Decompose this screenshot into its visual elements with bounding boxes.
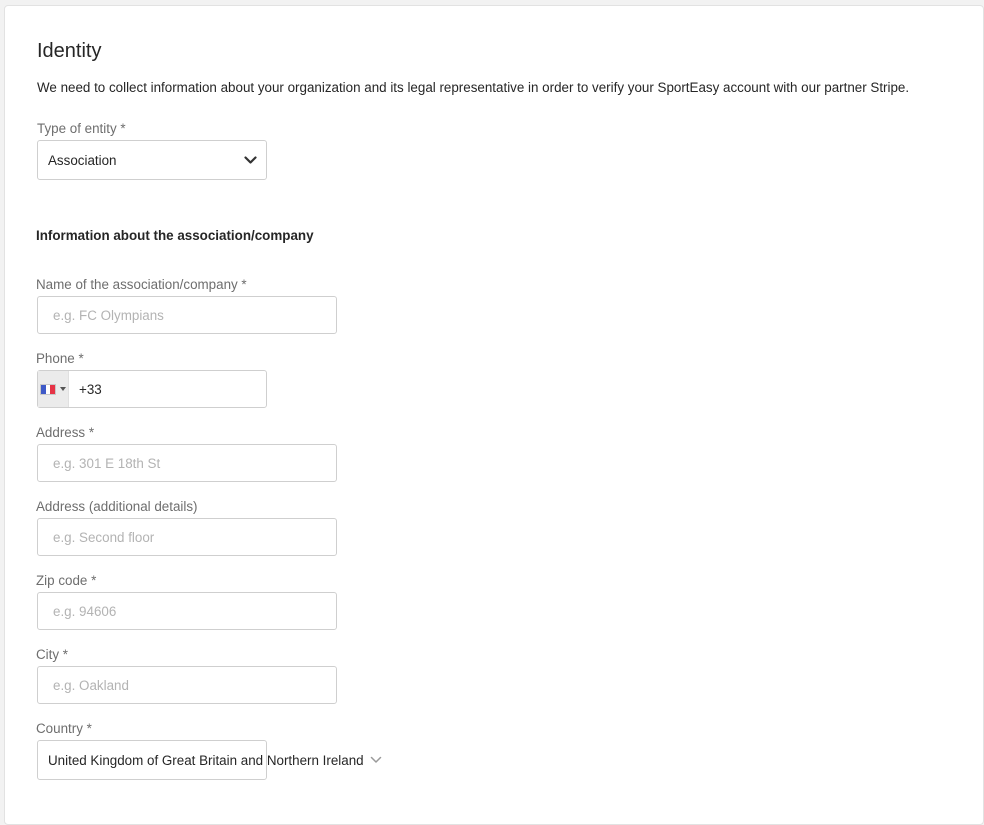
france-flag-icon <box>40 384 56 395</box>
entity-type-select[interactable] <box>37 140 267 180</box>
page-title: Identity <box>37 40 102 62</box>
city-label: City * <box>36 647 68 662</box>
country-select[interactable] <box>37 740 364 780</box>
address-details-input[interactable] <box>37 518 337 556</box>
chevron-down-icon <box>234 156 266 165</box>
address-label: Address * <box>36 425 95 440</box>
address-details-label: Address (additional details) <box>36 499 198 514</box>
country-value: United Kingdom of Great Britain and Northern Ireland <box>48 752 364 768</box>
entity-type-value: Association <box>48 152 117 168</box>
phone-label: Phone * <box>36 351 84 366</box>
section-title: Information about the association/company <box>36 228 314 243</box>
country-label: Country * <box>36 721 92 736</box>
city-input[interactable] <box>37 666 337 704</box>
intro-text: We need to collect information about your organization and its legal representative in order to verify your SportEasy account with our partner Stripe. <box>37 80 910 95</box>
chevron-down-icon <box>370 756 382 764</box>
org-name-input[interactable] <box>37 296 337 334</box>
zip-input[interactable] <box>37 592 337 630</box>
org-name-label: Name of the association/company * <box>36 277 247 292</box>
identity-card <box>4 5 984 825</box>
phone-input[interactable] <box>69 371 266 407</box>
country-code-selector[interactable] <box>38 371 69 407</box>
address-input[interactable] <box>37 444 337 482</box>
phone-field <box>37 370 267 408</box>
caret-down-icon <box>60 387 66 391</box>
zip-label: Zip code * <box>36 573 97 588</box>
entity-type-label: Type of entity * <box>37 121 126 136</box>
